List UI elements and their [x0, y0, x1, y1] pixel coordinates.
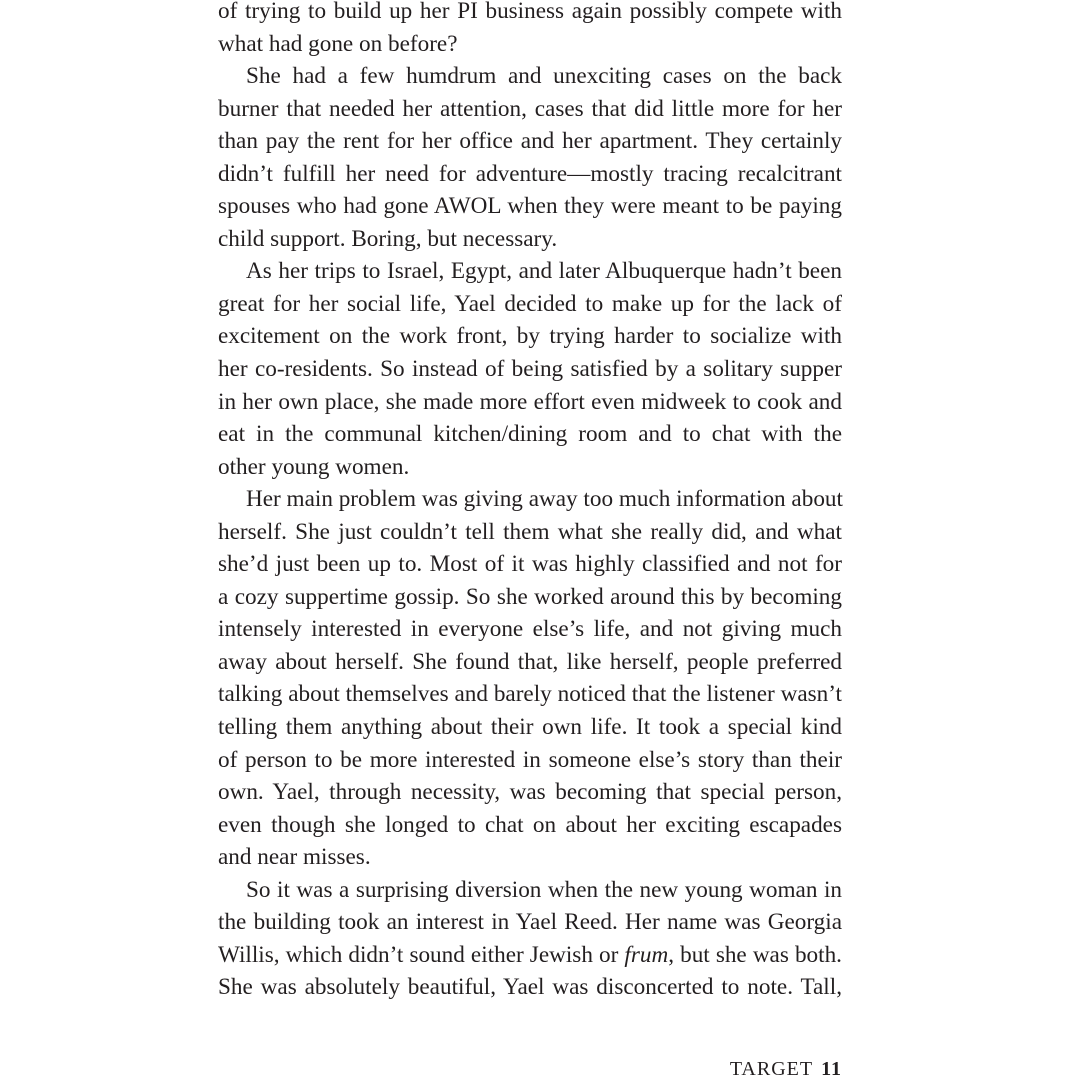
text-line: Her main problem was giving away too much information about: [246, 486, 843, 513]
text-line: child support. Boring, but necessary.: [218, 225, 558, 252]
page-number: 11: [821, 1058, 842, 1080]
text-line: excitement on the work front, by trying harder to socialize with: [218, 323, 842, 350]
text-line: than pay the rent for her office and her apartment. They certainly: [218, 128, 842, 155]
text-line: As her trips to Israel, Egypt, and later Albuquerque hadn’t been: [246, 258, 842, 285]
text-line: she’d just been up to. Most of it was highly classified and not for: [218, 551, 842, 578]
text-line: her co-residents. So instead of being satisfied by a solitary supper: [218, 356, 842, 383]
text-line: talking about themselves and barely noticed that the listener wasn’t: [218, 681, 842, 708]
text-line: and near misses.: [218, 844, 371, 871]
book-page: [218, 0, 842, 1080]
text-line: other young women.: [218, 453, 410, 480]
text-line: She was absolutely beautiful, Yael was disconcerted to note. Tall,: [218, 974, 842, 1001]
text-line: away about herself. She found that, like herself, people preferred: [218, 648, 842, 675]
text-line: burner that needed her attention, cases that did little more for her: [218, 95, 842, 122]
text-line: in her own place, she made more effort even midweek to cook and: [218, 388, 842, 415]
running-title: TARGET: [729, 1058, 814, 1080]
text-line: of trying to build up her PI business again possibly compete with: [218, 0, 842, 24]
text-line: even though she longed to chat on about her exciting escapades: [218, 811, 842, 838]
text-line: She had a few humdrum and unexciting cases on the back: [246, 63, 842, 90]
text-line: own. Yael, through necessity, was becoming that special person,: [218, 779, 842, 806]
text-line: spouses who had gone AWOL when they were meant to be paying: [218, 193, 842, 220]
text-line: what had gone on before?: [218, 30, 458, 57]
text-line: a cozy suppertime gossip. So she worked around this by becoming: [218, 583, 842, 610]
text-line: intensely interested in everyone else’s life, and not giving much: [218, 616, 842, 643]
text-line: the building took an interest in Yael Reed. Her name was Georgia: [218, 909, 842, 936]
text-line: Willis, which didn’t sound either Jewish or frum, but she was both.: [218, 941, 842, 968]
text-line: So it was a surprising diversion when the new young woman in: [246, 876, 842, 903]
text-line: didn’t fulfill her need for adventure—mostly tracing recalcitrant: [218, 160, 842, 187]
running-footer: [730, 1058, 842, 1081]
body-text: [218, 0, 842, 1004]
text-line: of person to be more interested in someone else’s story than their: [218, 746, 842, 773]
text-line: great for her social life, Yael decided to make up for the lack of: [218, 290, 842, 317]
text-line: herself. She just couldn’t tell them what she really did, and what: [218, 518, 842, 545]
text-line: telling them anything about their own life. It took a special kind: [218, 714, 842, 741]
text-line: eat in the communal kitchen/dining room and to chat with the: [218, 421, 842, 448]
